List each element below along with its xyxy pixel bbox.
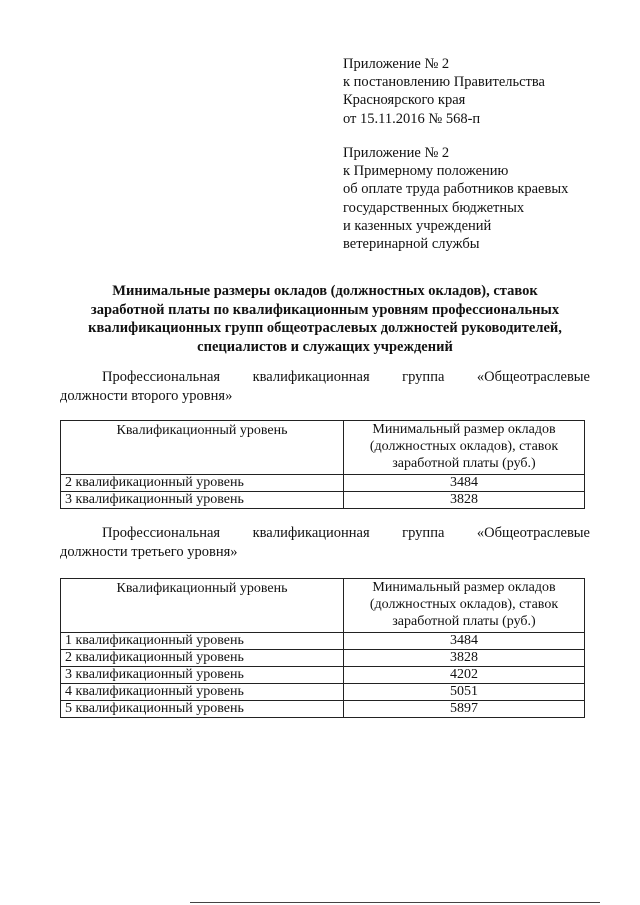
group-heading-word: группа	[402, 525, 445, 541]
appendix-line: к постановлению Правительства	[343, 74, 545, 91]
table-header-row	[61, 421, 585, 475]
appendix-line: об оплате труда работников краевых	[343, 181, 569, 198]
level-cell: 2 квалификационный уровень	[61, 650, 344, 667]
salary-cell: 5897	[344, 701, 585, 718]
appendix-line: и казенных учреждений	[343, 217, 492, 234]
salary-cell: 3828	[344, 650, 585, 667]
group-heading-line: должности третьего уровня»	[60, 543, 238, 560]
appendix-line: Приложение № 2	[343, 56, 450, 72]
header-salary: Минимальный размер окладов (должностных окладов), ставок заработной платы (руб.)	[344, 421, 585, 475]
level-cell: 2 квалификационный уровень	[61, 475, 344, 492]
group-heading-word: «Общеотраслевые	[476, 369, 590, 385]
header-level: Квалификационный уровень	[61, 579, 344, 633]
salary-table-third-level	[60, 578, 585, 718]
table-row	[61, 492, 585, 509]
salary-cell: 3828	[344, 492, 585, 509]
salary-cell: 3484	[344, 633, 585, 650]
table-header-row	[61, 579, 585, 633]
title-line: специалистов и служащих учреждений	[197, 338, 453, 355]
appendix-line: ветеринарной службы	[343, 236, 480, 253]
level-cell: 3 квалификационный уровень	[61, 492, 344, 509]
group-heading-word: квалификационная	[252, 525, 370, 541]
appendix-line: Красноярского края	[343, 92, 466, 109]
appendix-line: к Примерному положению	[343, 163, 509, 180]
appendix-resolution-block	[343, 55, 545, 128]
group-heading-line	[60, 368, 590, 387]
appendix-line: от 15.11.2016 № 568-п	[343, 110, 481, 127]
appendix-regulation-block	[343, 144, 568, 253]
title-line: заработной платы по квалификационным уровням профессиональных	[90, 301, 560, 318]
group-heading-word: квалификационная	[252, 369, 370, 385]
salary-cell: 5051	[344, 684, 585, 701]
appendix-line: Приложение № 2	[343, 145, 450, 161]
group-heading-word: «Общеотраслевые	[476, 525, 590, 541]
table-row	[61, 650, 585, 667]
footer-divider	[190, 902, 600, 903]
table-row	[61, 667, 585, 684]
group2-heading	[60, 524, 590, 561]
level-cell: 1 квалификационный уровень	[61, 633, 344, 650]
group1-heading	[60, 368, 590, 405]
title-line: Минимальные размеры окладов (должностных окладов), ставок	[112, 283, 538, 299]
table-row	[61, 701, 585, 718]
group-heading-word: группа	[402, 369, 445, 385]
salary-cell: 4202	[344, 667, 585, 684]
header-level: Квалификационный уровень	[61, 421, 344, 475]
table-row	[61, 684, 585, 701]
salary-table-second-level	[60, 420, 585, 509]
level-cell: 5 квалификационный уровень	[61, 701, 344, 718]
salary-cell: 3484	[344, 475, 585, 492]
group-heading-line: должности второго уровня»	[60, 387, 233, 404]
header-salary: Минимальный размер окладов (должностных окладов), ставок заработной платы (руб.)	[344, 579, 585, 633]
group-heading-line	[60, 524, 590, 543]
group-heading-word: Профессиональная	[102, 525, 221, 541]
appendix-line: государственных бюджетных	[343, 199, 525, 216]
table-row	[61, 475, 585, 492]
level-cell: 3 квалификационный уровень	[61, 667, 344, 684]
document-title	[60, 282, 590, 356]
title-line: квалификационных групп общеотраслевых должностей руководителей,	[88, 320, 562, 337]
level-cell: 4 квалификационный уровень	[61, 684, 344, 701]
table-row	[61, 633, 585, 650]
group-heading-word: Профессиональная	[102, 369, 221, 385]
